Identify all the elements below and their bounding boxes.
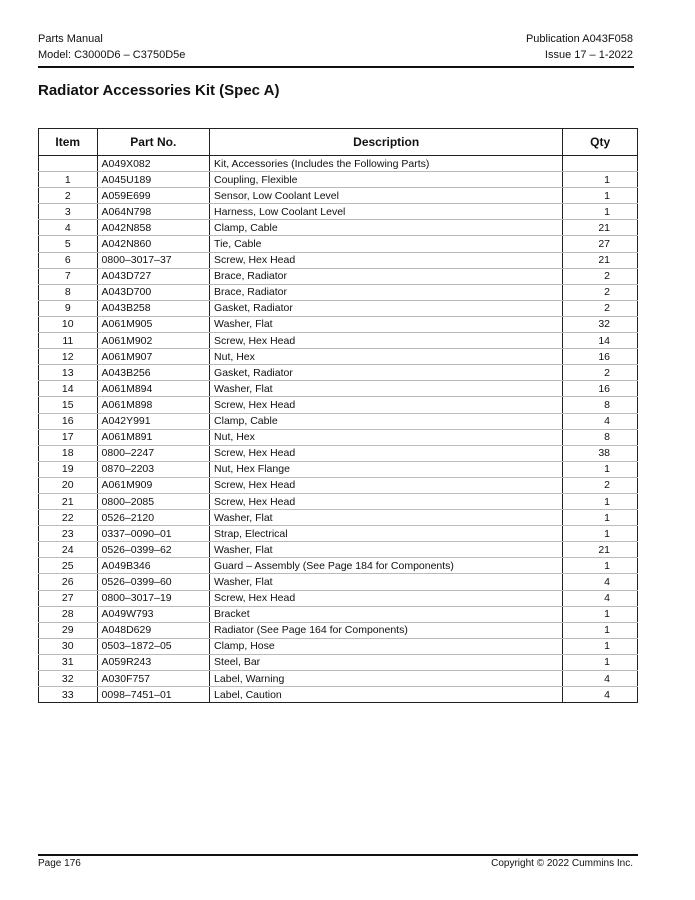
row-item-number: 28 [39,606,98,622]
row-item-number: 18 [39,445,98,461]
row-item-number: 14 [39,381,98,397]
row-item-number: 26 [39,574,98,590]
row-quantity: 1 [563,510,638,526]
row-part-number: A043B256 [97,365,210,381]
row-quantity: 1 [563,622,638,638]
table-row [39,333,638,349]
page-number: Page 176 [38,858,81,869]
row-item-number: 30 [39,638,98,654]
row-description: Steel, Bar [210,654,563,670]
row-quantity: 1 [563,493,638,509]
row-part-number: 0870–2203 [97,461,210,477]
row-description: Coupling, Flexible [210,172,563,188]
table-row [39,606,638,622]
row-description: Washer, Flat [210,381,563,397]
table-row [39,268,638,284]
table-row [39,510,638,526]
header-left [38,31,185,63]
header-right [526,31,633,63]
table-row [39,461,638,477]
row-part-number: A043D700 [97,284,210,300]
row-item-number: 22 [39,510,98,526]
row-description: Tie, Cable [210,236,563,252]
row-description: Screw, Hex Head [210,590,563,606]
table-row [39,526,638,542]
row-description: Washer, Flat [210,510,563,526]
row-description: Strap, Electrical [210,526,563,542]
row-item-number: 16 [39,413,98,429]
row-description: Bracket [210,606,563,622]
table-row [39,172,638,188]
column-header-part-no: Part No. [97,129,210,156]
row-quantity: 27 [563,236,638,252]
row-description: Screw, Hex Head [210,445,563,461]
row-description: Nut, Hex [210,349,563,365]
row-quantity: 4 [563,413,638,429]
row-quantity: 14 [563,333,638,349]
header-divider [38,66,634,68]
row-quantity: 4 [563,590,638,606]
row-description: Screw, Hex Head [210,397,563,413]
row-quantity: 1 [563,654,638,670]
row-item-number: 32 [39,671,98,687]
row-quantity: 1 [563,461,638,477]
row-description: Harness, Low Coolant Level [210,204,563,220]
row-description: Guard – Assembly (See Page 184 for Components) [210,558,563,574]
table-row [39,542,638,558]
row-part-number: 0800–3017–19 [97,590,210,606]
table-row [39,687,638,703]
row-quantity: 4 [563,687,638,703]
row-part-number: A061M907 [97,349,210,365]
row-quantity: 2 [563,477,638,493]
row-description: Clamp, Cable [210,220,563,236]
row-quantity: 1 [563,558,638,574]
row-item-number: 20 [39,477,98,493]
row-part-number: 0800–3017–37 [97,252,210,268]
row-part-number: 0098–7451–01 [97,687,210,703]
row-item-number: 10 [39,316,98,332]
table-row [39,316,638,332]
table-row [39,220,638,236]
row-item-number: 6 [39,252,98,268]
row-part-number: 0337–0090–01 [97,526,210,542]
row-quantity: 2 [563,365,638,381]
row-item-number: 13 [39,365,98,381]
row-item-number: 1 [39,172,98,188]
footer-divider [38,854,638,856]
row-part-number: A061M898 [97,397,210,413]
table-row [39,558,638,574]
row-item-number: 12 [39,349,98,365]
row-part-number: A061M891 [97,429,210,445]
row-part-number: 0526–0399–62 [97,542,210,558]
row-part-number: A061M902 [97,333,210,349]
row-part-number: 0526–2120 [97,510,210,526]
table-row [39,654,638,670]
row-item-number: 8 [39,284,98,300]
row-item-number: 33 [39,687,98,703]
row-quantity: 8 [563,397,638,413]
row-item-number: 2 [39,188,98,204]
row-item-number: 24 [39,542,98,558]
table-row [39,349,638,365]
row-quantity: 1 [563,204,638,220]
row-item-number: 11 [39,333,98,349]
table-row [39,477,638,493]
row-part-number: A064N798 [97,204,210,220]
row-quantity: 16 [563,381,638,397]
row-item-number: 21 [39,493,98,509]
table-row [39,236,638,252]
row-item-number: 4 [39,220,98,236]
row-description: Washer, Flat [210,542,563,558]
column-header-description: Description [210,129,563,156]
parts-table [38,128,638,703]
row-part-number: A049W793 [97,606,210,622]
row-item-number [39,156,98,172]
table-row [39,622,638,638]
row-item-number: 7 [39,268,98,284]
row-item-number: 27 [39,590,98,606]
row-part-number: A042N860 [97,236,210,252]
row-quantity: 21 [563,542,638,558]
table-row [39,590,638,606]
table-row [39,638,638,654]
row-quantity: 4 [563,574,638,590]
table-row [39,397,638,413]
table-row [39,671,638,687]
row-description: Nut, Hex [210,429,563,445]
row-part-number: A030F757 [97,671,210,687]
row-description: Gasket, Radiator [210,300,563,316]
table-row [39,574,638,590]
row-part-number: A043B258 [97,300,210,316]
model-line: Model: C3000D6 – C3750D5e [38,49,186,61]
row-description: Kit, Accessories (Includes the Following Parts) [210,156,563,172]
row-part-number: A059E699 [97,188,210,204]
table-row [39,284,638,300]
row-part-number: 0526–0399–60 [97,574,210,590]
row-quantity: 32 [563,316,638,332]
row-part-number: A061M894 [97,381,210,397]
row-quantity: 1 [563,606,638,622]
row-part-number: A042Y991 [97,413,210,429]
row-quantity: 38 [563,445,638,461]
row-quantity: 2 [563,268,638,284]
row-part-number: A045U189 [97,172,210,188]
row-quantity: 21 [563,220,638,236]
row-part-number: 0800–2085 [97,493,210,509]
row-quantity: 1 [563,188,638,204]
row-description: Screw, Hex Head [210,493,563,509]
row-description: Label, Caution [210,687,563,703]
table-row [39,252,638,268]
table-row [39,413,638,429]
row-description: Label, Warning [210,671,563,687]
page-title: Radiator Accessories Kit (Spec A) [38,82,280,99]
row-part-number: A042N858 [97,220,210,236]
row-item-number: 5 [39,236,98,252]
table-row [39,188,638,204]
publication-number: Publication A043F058 [525,33,633,45]
row-part-number: A049B346 [97,558,210,574]
table-row [39,365,638,381]
row-item-number: 31 [39,654,98,670]
table-row [39,493,638,509]
row-quantity: 4 [563,671,638,687]
row-part-number: A043D727 [97,268,210,284]
row-description: Screw, Hex Head [210,333,563,349]
row-part-number: A049X082 [97,156,210,172]
table-row [39,381,638,397]
row-part-number: A061M909 [97,477,210,493]
row-item-number: 17 [39,429,98,445]
row-description: Screw, Hex Head [210,252,563,268]
row-description: Brace, Radiator [210,268,563,284]
column-header-qty: Qty [563,129,638,156]
issue-line: Issue 17 – 1-2022 [544,49,633,61]
table-row [39,445,638,461]
row-description: Gasket, Radiator [210,365,563,381]
row-item-number: 9 [39,300,98,316]
row-description: Clamp, Hose [210,638,563,654]
column-header-item: Item [39,129,98,156]
row-item-number: 25 [39,558,98,574]
table-row [39,429,638,445]
row-quantity: 1 [563,526,638,542]
row-part-number: 0503–1872–05 [97,638,210,654]
row-description: Radiator (See Page 164 for Components) [210,622,563,638]
row-part-number: A061M905 [97,316,210,332]
row-description: Screw, Hex Head [210,477,563,493]
parts-table-body [39,156,638,703]
row-part-number: A059R243 [97,654,210,670]
row-quantity: 2 [563,300,638,316]
row-quantity: 2 [563,284,638,300]
copyright-notice: Copyright © 2022 Cummins Inc. [491,858,633,869]
row-description: Washer, Flat [210,316,563,332]
row-item-number: 23 [39,526,98,542]
row-part-number: 0800–2247 [97,445,210,461]
row-quantity: 1 [563,172,638,188]
table-row [39,204,638,220]
row-quantity: 8 [563,429,638,445]
table-header-row [39,129,638,156]
row-description: Clamp, Cable [210,413,563,429]
row-item-number: 19 [39,461,98,477]
row-part-number: A048D629 [97,622,210,638]
row-item-number: 3 [39,204,98,220]
table-row [39,156,638,172]
row-quantity: 21 [563,252,638,268]
row-description: Sensor, Low Coolant Level [210,188,563,204]
table-row [39,300,638,316]
row-item-number: 29 [39,622,98,638]
row-quantity [563,156,638,172]
row-description: Washer, Flat [210,574,563,590]
row-description: Nut, Hex Flange [210,461,563,477]
manual-name: Parts Manual [38,33,103,45]
row-item-number: 15 [39,397,98,413]
row-description: Brace, Radiator [210,284,563,300]
row-quantity: 1 [563,638,638,654]
row-quantity: 16 [563,349,638,365]
